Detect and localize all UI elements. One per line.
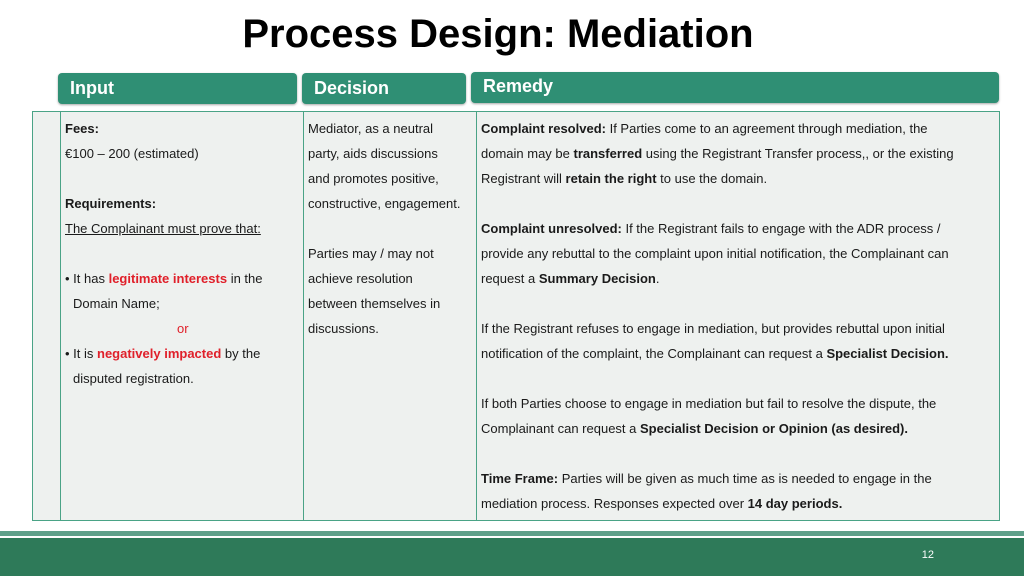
empty-column (33, 112, 60, 520)
fees-value: €100 – 200 (estimated) (65, 146, 199, 161)
remedy-specialist-line: If the Registrant refuses to engage in mediation, but provides rebuttal upon initial (481, 321, 945, 336)
remedy-column (476, 112, 1000, 520)
remedy-unresolved-line: provide any rebuttal to the complaint upon initial notification, the Complainant can (481, 246, 949, 261)
bullet-negatively-impacted-cont: disputed registration. (73, 371, 194, 386)
decision-column (303, 112, 476, 520)
bullet-legitimate-interests: • It has legitimate interests in the (65, 271, 263, 286)
remedy-specialist-line: notification of the complaint, the Complainant can request a Specialist Decision. (481, 346, 949, 361)
remedy-unresolved-line: request a Summary Decision. (481, 271, 660, 286)
requirements-intro: The Complainant must prove that: (65, 221, 261, 236)
decision-line: between themselves in (308, 296, 441, 311)
decision-line: Mediator, as a neutral (308, 121, 434, 136)
footer-bar (0, 538, 1024, 576)
remedy-unresolved-line: Complaint unresolved: If the Registrant fails to engage with the ADR process / (481, 221, 941, 236)
bullet-negatively-impacted: • It is negatively impacted by the (65, 346, 261, 361)
decision-line: party, aids discussions (308, 146, 438, 161)
tab-decision: Decision (302, 73, 466, 104)
tab-input: Input (58, 73, 297, 104)
remedy-resolved-line: domain may be transferred using the Registrant Transfer process,, or the existing (481, 146, 954, 161)
requirements-label: Requirements: (65, 196, 157, 211)
remedy-both-parties-line: Complainant can request a Specialist Decision or Opinion (as desired). (481, 421, 908, 436)
decision-line: achieve resolution (308, 271, 413, 286)
remedy-resolved-line: Registrant will retain the right to use the domain. (481, 171, 768, 186)
input-column (60, 112, 303, 520)
decision-line: Parties may / may not (308, 246, 434, 261)
tab-remedy: Remedy (471, 72, 999, 103)
remedy-resolved-line: Complaint resolved: If Parties come to an agreement through mediation, the (481, 121, 928, 136)
decision-line: constructive, engagement. (308, 196, 461, 211)
page-number: 12 (921, 549, 934, 561)
or-separator: or (177, 321, 189, 336)
fees-label: Fees: (65, 121, 99, 136)
decision-line: and promotes positive, (308, 171, 439, 186)
remedy-timeframe-line: Time Frame: Parties will be given as much time as is needed to engage in the (481, 471, 932, 486)
process-table (32, 111, 1000, 521)
remedy-both-parties-line: If both Parties choose to engage in mediation but fail to resolve the dispute, the (481, 396, 937, 411)
slide-title: Process Design: Mediation (242, 12, 754, 56)
bullet-legitimate-interests-cont: Domain Name; (73, 296, 160, 311)
remedy-timeframe-line: mediation process. Responses expected over 14 day periods. (481, 496, 843, 511)
footer-accent-line (0, 531, 1024, 536)
decision-line: discussions. (308, 321, 379, 336)
